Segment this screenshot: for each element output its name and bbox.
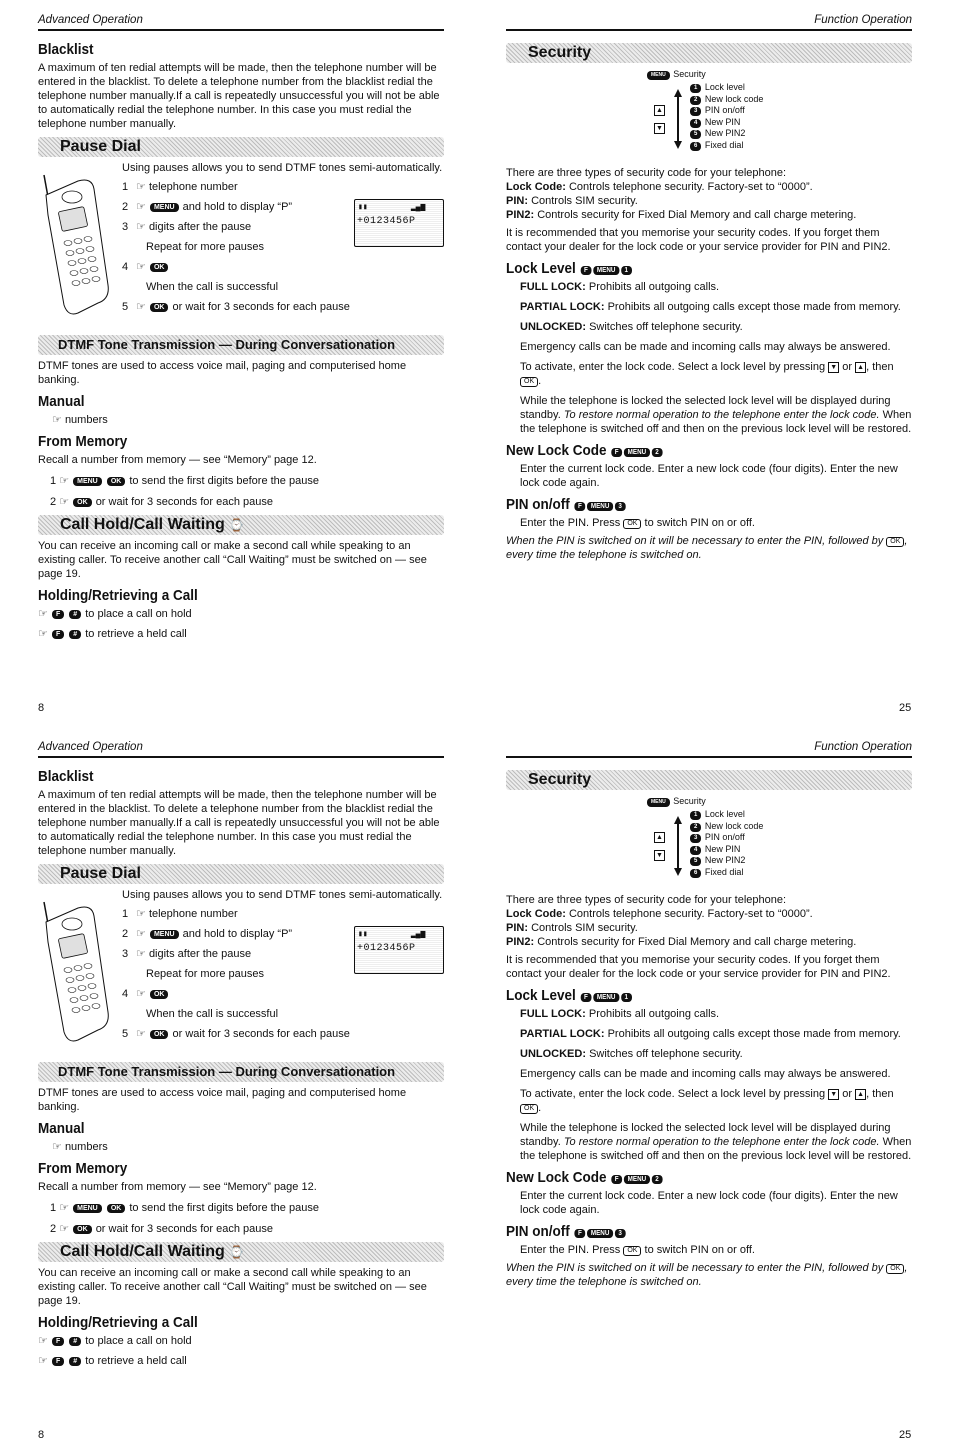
left-running-header: Advanced Operation bbox=[38, 14, 444, 31]
pause-step-2: 2 ☞ MENU and hold to display “P” bbox=[122, 928, 293, 940]
pause-step-1: 1 ☞ telephone number bbox=[122, 181, 238, 193]
signal-icon: ▮▮ ▂▄▆ bbox=[358, 930, 426, 939]
key-icon: OK bbox=[73, 1225, 92, 1234]
pause-dial-section bbox=[38, 888, 444, 1056]
down-key-icon: ▼ bbox=[828, 1089, 839, 1100]
up-key-icon: ▲ bbox=[855, 1089, 866, 1100]
up-key-icon: ▲ bbox=[855, 362, 866, 373]
right-page bbox=[506, 727, 912, 1293]
new-lock-code-heading: New Lock Code F MENU 2 bbox=[506, 442, 871, 459]
pause-step-4: 4 ☞ OK bbox=[122, 257, 444, 277]
key-icon: # bbox=[69, 1357, 81, 1366]
left-page bbox=[38, 727, 444, 1372]
from-memory-text: Recall a number from memory — see “Memory” page 12. bbox=[38, 454, 317, 466]
hold-step: ☞ F # to place a call on hold bbox=[38, 608, 192, 620]
key-icon: MENU bbox=[587, 502, 613, 511]
pointing-hand-icon: ☞ bbox=[136, 988, 146, 1000]
pointing-hand-icon: ☞ bbox=[136, 301, 146, 313]
key-icon: # bbox=[69, 610, 81, 619]
left-page-number: 8 bbox=[38, 1429, 45, 1441]
pointing-hand-icon: ☞ bbox=[136, 221, 146, 233]
key-icon: MENU bbox=[647, 71, 670, 80]
key-icon: 3 bbox=[690, 107, 701, 116]
key-icon: 1 bbox=[690, 84, 701, 93]
pause-step-4: 4 ☞ OK bbox=[122, 984, 444, 1004]
memory-step-2: 2 ☞ OK or wait for 3 seconds for each pause bbox=[50, 1223, 274, 1235]
key-icon: 6 bbox=[690, 142, 701, 151]
key-icon: OK bbox=[150, 303, 169, 312]
partial-lock: PARTIAL LOCK: Prohibits all outgoing calls except those made from memory. bbox=[520, 1028, 901, 1040]
ok-key-icon: OK bbox=[623, 1246, 641, 1256]
call-hold-banner: Call Hold/Call Waiting ⌚ bbox=[38, 515, 444, 535]
pointing-hand-icon: ☞ bbox=[136, 908, 146, 920]
pause-success: When the call is successful bbox=[146, 281, 279, 293]
key-icon: 2 bbox=[690, 823, 701, 832]
pause-repeat: Repeat for more pauses bbox=[146, 241, 265, 253]
full-lock: FULL LOCK: Prohibits all outgoing calls. bbox=[520, 281, 720, 293]
pointing-hand-icon: ☞ bbox=[52, 414, 62, 426]
pin-onoff-note: When the PIN is switched on it will be necessary to enter the PIN, followed by OK , every time the telephone is switched on. bbox=[506, 1262, 908, 1288]
manual-heading: Manual bbox=[38, 1120, 85, 1137]
key-icon: 3 bbox=[615, 1229, 626, 1238]
key-icon: OK bbox=[107, 1204, 126, 1213]
pin-onoff-note: When the PIN is switched on it will be necessary to enter the PIN, followed by OK , every time the telephone is switched on. bbox=[506, 535, 908, 561]
key-icon: 2 bbox=[652, 1175, 663, 1184]
pin-onoff-heading: PIN on/off F MENU 3 bbox=[506, 496, 871, 513]
pointing-hand-icon: ☞ bbox=[136, 181, 146, 193]
blacklist-heading: Blacklist bbox=[38, 768, 94, 785]
phone-display bbox=[354, 199, 444, 247]
clock-icon: ⌚ bbox=[229, 518, 245, 532]
menu-item: 3 PIN on/off bbox=[689, 832, 763, 844]
lock-code-line: Lock Code: Controls telephone security. Factory-set to “0000”. bbox=[506, 181, 813, 193]
new-lock-code-text: Enter the current lock code. Enter a new lock code (four digits). Enter the new lock code again. bbox=[520, 463, 898, 489]
dtmf-banner: DTMF Tone Transmission — During Conversationation bbox=[38, 335, 444, 355]
down-key-icon: ▼ bbox=[828, 362, 839, 373]
down-key-icon: ▼ bbox=[654, 123, 665, 134]
page-spread bbox=[0, 727, 954, 1454]
pin-line: PIN: Controls SIM security. bbox=[506, 922, 638, 934]
up-key-icon: ▲ bbox=[654, 832, 665, 843]
pause-dial-banner: Pause Dial bbox=[38, 864, 444, 884]
partial-lock: PARTIAL LOCK: Prohibits all outgoing calls except those made from memory. bbox=[520, 301, 901, 313]
pointing-hand-icon: ☞ bbox=[136, 928, 146, 940]
clock-icon: ⌚ bbox=[229, 1245, 245, 1259]
key-icon: MENU bbox=[150, 203, 179, 212]
key-icon: 1 bbox=[621, 266, 632, 275]
phone-illustration bbox=[38, 167, 110, 317]
from-memory-heading: From Memory bbox=[38, 1160, 128, 1177]
key-icon: OK bbox=[107, 477, 126, 486]
retrieve-step: ☞ F # to retrieve a held call bbox=[38, 628, 187, 640]
ok-key-icon: OK bbox=[623, 519, 641, 529]
key-icon: 6 bbox=[690, 869, 701, 878]
key-icon: OK bbox=[150, 263, 169, 272]
key-icon: 1 bbox=[621, 993, 632, 1002]
security-menu-diagram bbox=[506, 794, 912, 889]
call-hold-text: You can receive an incoming call or make a second call while speaking to an existing caller. To receive another call “Call Waiting” must be switched on — see page 19. bbox=[38, 1267, 427, 1307]
up-key-icon: ▲ bbox=[654, 105, 665, 116]
lock-level-heading: Lock Level F MENU 1 bbox=[506, 260, 871, 277]
left-page-number: 8 bbox=[38, 702, 45, 714]
dtmf-banner: DTMF Tone Transmission — During Conversationation bbox=[38, 1062, 444, 1082]
call-hold-text: You can receive an incoming call or make a second call while speaking to an existing caller. To receive another call “Call Waiting” must be switched on — see page 19. bbox=[38, 540, 427, 580]
pointing-hand-icon: ☞ bbox=[38, 608, 48, 620]
locked-note: While the telephone is locked the selected lock level will be displayed during standby. To restore normal operation to the telephone enter the lock code. When the telephone is switched off and then on the previous lock level will be restored. bbox=[520, 1122, 912, 1162]
key-icon: 4 bbox=[690, 119, 701, 128]
security-intro: There are three types of security code for your telephone: bbox=[506, 167, 787, 179]
pointing-hand-icon: ☞ bbox=[59, 475, 70, 487]
security-banner: Security bbox=[506, 770, 912, 790]
key-icon: F bbox=[580, 266, 591, 275]
scroll-arrow-icon bbox=[672, 816, 684, 876]
ok-key-icon: OK bbox=[520, 377, 538, 387]
pause-step-5: 5 ☞ OK or wait for 3 seconds for each pause bbox=[122, 301, 350, 313]
new-lock-code-text: Enter the current lock code. Enter a new lock code (four digits). Enter the new lock code again. bbox=[520, 1190, 898, 1216]
signal-icon: ▮▮ ▂▄▆ bbox=[358, 203, 426, 212]
ok-key-icon: OK bbox=[520, 1104, 538, 1114]
key-icon: OK bbox=[150, 990, 169, 999]
right-page bbox=[506, 0, 912, 566]
call-hold-banner: Call Hold/Call Waiting ⌚ bbox=[38, 1242, 444, 1262]
key-icon: MENU bbox=[624, 448, 650, 457]
memory-step-1: 1 ☞ MENU OK to send the first digits before the pause bbox=[50, 1202, 319, 1214]
pause-dial-section bbox=[38, 161, 444, 329]
pointing-hand-icon: ☞ bbox=[38, 628, 48, 640]
lock-level-heading: Lock Level F MENU 1 bbox=[506, 987, 871, 1004]
key-icon: MENU bbox=[587, 1229, 613, 1238]
menu-item: 4 New PIN bbox=[689, 844, 763, 856]
key-icon: MENU bbox=[593, 266, 619, 275]
security-intro: There are three types of security code for your telephone: bbox=[506, 894, 787, 906]
key-icon: F bbox=[574, 502, 585, 511]
pointing-hand-icon: ☞ bbox=[136, 261, 146, 273]
holding-heading: Holding/Retrieving a Call bbox=[38, 1314, 198, 1331]
key-icon: MENU bbox=[647, 798, 670, 807]
pin-onoff-heading: PIN on/off F MENU 3 bbox=[506, 1223, 871, 1240]
security-recommendation: It is recommended that you memorise your security codes. If you forget them contact your dealer for the lock code or your service provider for PIN and PIN2. bbox=[506, 227, 891, 253]
key-icon: F bbox=[611, 448, 622, 457]
scroll-arrow-icon bbox=[672, 89, 684, 149]
menu-item: 2 New lock code bbox=[689, 821, 763, 833]
unlocked: UNLOCKED: Switches off telephone security. bbox=[520, 321, 743, 333]
key-icon: # bbox=[69, 630, 81, 639]
key-icon: MENU bbox=[73, 1204, 102, 1213]
page-spread bbox=[0, 0, 954, 727]
pause-repeat: Repeat for more pauses bbox=[146, 968, 265, 980]
ok-key-icon: OK bbox=[886, 1264, 904, 1274]
left-page bbox=[38, 0, 444, 645]
menu-item: 2 New lock code bbox=[689, 94, 763, 106]
right-page-number: 25 bbox=[899, 1429, 912, 1441]
pin2-line: PIN2: Controls security for Fixed Dial Memory and call charge metering. bbox=[506, 936, 857, 948]
menu-item: 6 Fixed dial bbox=[689, 140, 763, 152]
pause-step-5: 5 ☞ OK or wait for 3 seconds for each pause bbox=[122, 1028, 350, 1040]
key-icon: MENU bbox=[150, 930, 179, 939]
menu-item: 1 Lock level bbox=[689, 82, 763, 94]
security-banner: Security bbox=[506, 43, 912, 63]
pointing-hand-icon: ☞ bbox=[136, 1028, 146, 1040]
pause-step-1: 1 ☞ telephone number bbox=[122, 908, 238, 920]
dtmf-text: DTMF tones are used to access voice mail, paging and computerised home banking. bbox=[38, 360, 407, 386]
retrieve-step: ☞ F # to retrieve a held call bbox=[38, 1355, 187, 1367]
pause-dial-intro: Using pauses allows you to send DTMF tones semi-automatically. bbox=[122, 889, 443, 901]
menu-item: 3 PIN on/off bbox=[689, 105, 763, 117]
key-icon: 3 bbox=[615, 502, 626, 511]
full-lock: FULL LOCK: Prohibits all outgoing calls. bbox=[520, 1008, 720, 1020]
pause-step-3: 3 ☞ digits after the pause bbox=[122, 221, 252, 233]
from-memory-heading: From Memory bbox=[38, 433, 128, 450]
pointing-hand-icon: ☞ bbox=[38, 1335, 48, 1347]
blacklist-text: A maximum of ten redial attempts will be made, then the telephone number will be entered in the blacklist. To delete a telephone number from the blacklist redial the telephone number manually.If a call is repeatedly unsuccessful you will not be able to automatically redial the telephone number. In this case you must redial the telephone number manually. bbox=[38, 62, 440, 130]
blacklist-text: A maximum of ten redial attempts will be made, then the telephone number will be entered in the blacklist. To delete a telephone number from the blacklist redial the telephone number manually.If a call is repeatedly unsuccessful you will not be able to automatically redial the telephone number. In this case you must redial the telephone number manually. bbox=[38, 789, 440, 857]
pointing-hand-icon: ☞ bbox=[136, 948, 146, 960]
display-number: +0123456P bbox=[357, 943, 416, 954]
menu-title: MENU Security bbox=[646, 69, 706, 80]
key-icon: 3 bbox=[690, 834, 701, 843]
manual-step: ☞ numbers bbox=[52, 1141, 108, 1153]
key-icon: 2 bbox=[690, 96, 701, 105]
pin2-line: PIN2: Controls security for Fixed Dial Memory and call charge metering. bbox=[506, 209, 857, 221]
pause-dial-intro: Using pauses allows you to send DTMF tones semi-automatically. bbox=[122, 162, 443, 174]
lock-code-line: Lock Code: Controls telephone security. Factory-set to “0000”. bbox=[506, 908, 813, 920]
display-number: +0123456P bbox=[357, 216, 416, 227]
security-menu-diagram bbox=[506, 67, 912, 162]
key-icon: F bbox=[574, 1229, 585, 1238]
new-lock-code-heading: New Lock Code F MENU 2 bbox=[506, 1169, 871, 1186]
key-icon: F bbox=[580, 993, 591, 1002]
left-running-header: Advanced Operation bbox=[38, 741, 444, 758]
key-icon: F bbox=[52, 1337, 64, 1346]
key-icon: # bbox=[69, 1337, 81, 1346]
phone-display bbox=[354, 926, 444, 974]
activate-instructions: To activate, enter the lock code. Select a lock level by pressing ▼ or ▲ , then OK . bbox=[520, 361, 894, 387]
emergency-note: Emergency calls can be made and incoming calls may always be answered. bbox=[520, 341, 891, 353]
pointing-hand-icon: ☞ bbox=[136, 201, 146, 213]
scroll-keys bbox=[654, 100, 665, 136]
menu-item: 5 New PIN2 bbox=[689, 128, 763, 140]
memory-step-2: 2 ☞ OK or wait for 3 seconds for each pause bbox=[50, 496, 274, 508]
menu-item: 4 New PIN bbox=[689, 117, 763, 129]
locked-note: While the telephone is locked the selected lock level will be displayed during standby. To restore normal operation to the telephone enter the lock code. When the telephone is switched off and then on the previous lock level will be restored. bbox=[520, 395, 912, 435]
key-icon: OK bbox=[150, 1030, 169, 1039]
pointing-hand-icon: ☞ bbox=[59, 496, 70, 508]
menu-item: 6 Fixed dial bbox=[689, 867, 763, 879]
key-icon: MENU bbox=[73, 477, 102, 486]
key-icon: 2 bbox=[652, 448, 663, 457]
key-icon: MENU bbox=[593, 993, 619, 1002]
blacklist-heading: Blacklist bbox=[38, 41, 94, 58]
pause-success: When the call is successful bbox=[146, 1008, 279, 1020]
pause-dial-banner: Pause Dial bbox=[38, 137, 444, 157]
right-page-number: 25 bbox=[899, 702, 912, 714]
unlocked: UNLOCKED: Switches off telephone security. bbox=[520, 1048, 743, 1060]
key-icon: 1 bbox=[690, 811, 701, 820]
pause-step-3: 3 ☞ digits after the pause bbox=[122, 948, 252, 960]
key-icon: MENU bbox=[624, 1175, 650, 1184]
dtmf-text: DTMF tones are used to access voice mail, paging and computerised home banking. bbox=[38, 1087, 407, 1113]
memory-step-1: 1 ☞ MENU OK to send the first digits before the pause bbox=[50, 475, 319, 487]
menu-item: 5 New PIN2 bbox=[689, 855, 763, 867]
phone-illustration bbox=[38, 894, 110, 1044]
key-icon: 4 bbox=[690, 846, 701, 855]
holding-heading: Holding/Retrieving a Call bbox=[38, 587, 198, 604]
right-running-header: Function Operation bbox=[506, 14, 912, 31]
pointing-hand-icon: ☞ bbox=[59, 1202, 70, 1214]
right-running-header: Function Operation bbox=[506, 741, 912, 758]
down-key-icon: ▼ bbox=[654, 850, 665, 861]
pin-line: PIN: Controls SIM security. bbox=[506, 195, 638, 207]
manual-heading: Manual bbox=[38, 393, 85, 410]
key-icon: F bbox=[52, 1357, 64, 1366]
pointing-hand-icon: ☞ bbox=[59, 1223, 70, 1235]
menu-title: MENU Security bbox=[646, 796, 706, 807]
key-icon: 5 bbox=[690, 130, 701, 139]
pointing-hand-icon: ☞ bbox=[52, 1141, 62, 1153]
pin-onoff-text: Enter the PIN. Press OK to switch PIN on or off. bbox=[520, 1244, 755, 1256]
emergency-note: Emergency calls can be made and incoming calls may always be answered. bbox=[520, 1068, 891, 1080]
menu-item: 1 Lock level bbox=[689, 809, 763, 821]
activate-instructions: To activate, enter the lock code. Select a lock level by pressing ▼ or ▲ , then OK . bbox=[520, 1088, 894, 1114]
security-recommendation: It is recommended that you memorise your security codes. If you forget them contact your dealer for the lock code or your service provider for PIN and PIN2. bbox=[506, 954, 891, 980]
pin-onoff-text: Enter the PIN. Press OK to switch PIN on or off. bbox=[520, 517, 755, 529]
pointing-hand-icon: ☞ bbox=[38, 1355, 48, 1367]
key-icon: F bbox=[52, 610, 64, 619]
key-icon: F bbox=[52, 630, 64, 639]
menu-items bbox=[689, 82, 763, 151]
pause-step-2: 2 ☞ MENU and hold to display “P” bbox=[122, 201, 293, 213]
key-icon: F bbox=[611, 1175, 622, 1184]
scroll-keys bbox=[654, 827, 665, 863]
from-memory-text: Recall a number from memory — see “Memory” page 12. bbox=[38, 1181, 317, 1193]
menu-items bbox=[689, 809, 763, 878]
key-icon: 5 bbox=[690, 857, 701, 866]
key-icon: OK bbox=[73, 498, 92, 507]
manual-step: ☞ numbers bbox=[52, 414, 108, 426]
ok-key-icon: OK bbox=[886, 537, 904, 547]
hold-step: ☞ F # to place a call on hold bbox=[38, 1335, 192, 1347]
